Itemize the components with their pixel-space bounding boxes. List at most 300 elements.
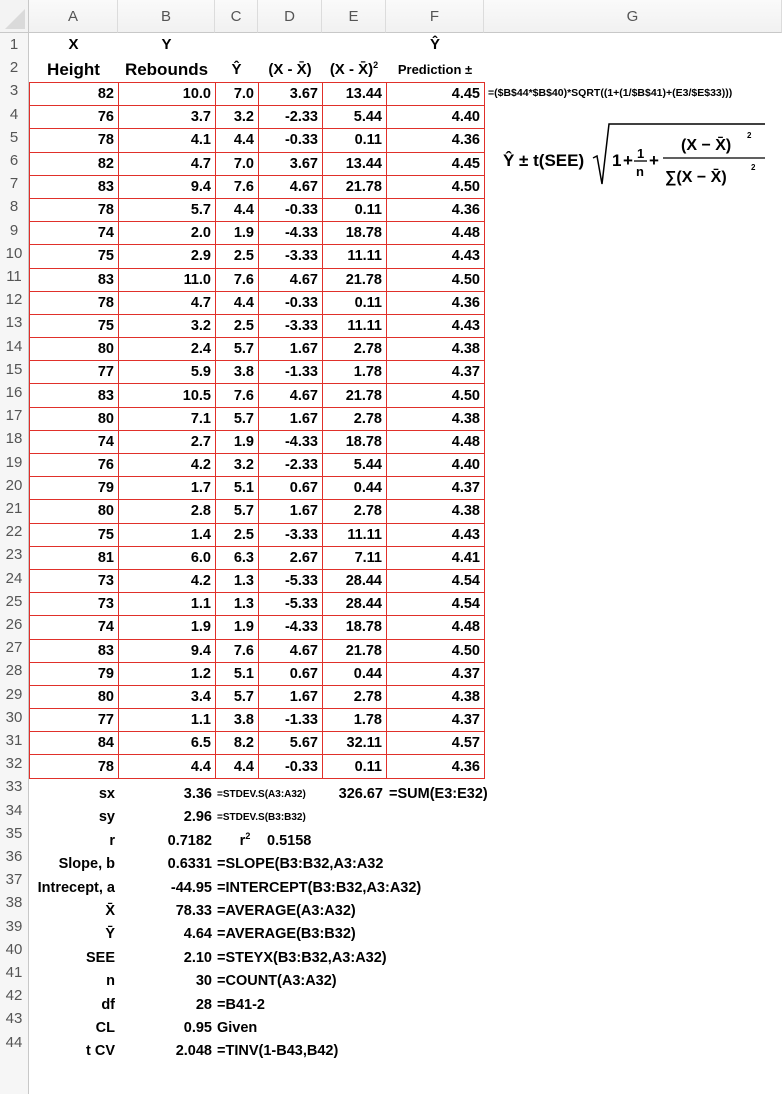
row-header-26[interactable]: 26	[0, 613, 29, 636]
cell-B19[interactable]: 4.2	[119, 454, 216, 477]
cell-F15[interactable]: 4.37	[387, 361, 485, 384]
cell-D24[interactable]: -5.33	[259, 569, 323, 592]
cell-E32[interactable]: 0.11	[323, 755, 387, 778]
cell-C39[interactable]: =AVERAGE(B3:B32)	[217, 926, 356, 943]
cell-C38[interactable]: =AVERAGE(A3:A32)	[217, 903, 356, 919]
cell-C44[interactable]: =TINV(1-B43,B42)	[217, 1043, 339, 1060]
cell-F29[interactable]: 4.38	[387, 685, 485, 708]
cell-D5[interactable]: -0.33	[259, 129, 323, 152]
cell-B41[interactable]: 30	[195, 973, 212, 990]
cell-F22[interactable]: 4.43	[387, 523, 485, 546]
cell-F3[interactable]: 4.45	[387, 83, 485, 106]
cell-B21[interactable]: 2.8	[119, 500, 216, 523]
row-header-17[interactable]: 17	[0, 404, 29, 427]
cell-A14[interactable]: 80	[30, 338, 119, 361]
cell-A4[interactable]: 76	[30, 106, 119, 129]
cell-A38[interactable]: X̄	[105, 903, 115, 919]
row-header-1[interactable]: 1	[0, 33, 29, 56]
cell-A12[interactable]: 78	[30, 291, 119, 314]
row-header-32[interactable]: 32	[0, 752, 29, 775]
cell-F2[interactable]: Prediction ±	[397, 62, 473, 77]
cell-D21[interactable]: 1.67	[259, 500, 323, 523]
cell-B43[interactable]: 0.95	[183, 1020, 212, 1036]
cell-C31[interactable]: 8.2	[216, 732, 259, 755]
cell-E3[interactable]: 13.44	[323, 83, 387, 106]
cell-A44[interactable]: t CV	[86, 1043, 115, 1060]
cell-A39[interactable]: Ȳ	[105, 926, 115, 943]
cell-A15[interactable]: 77	[30, 361, 119, 384]
row-header-39[interactable]: 39	[0, 915, 29, 938]
cell-D8[interactable]: -0.33	[259, 198, 323, 221]
cell-A27[interactable]: 83	[30, 639, 119, 662]
cell-E29[interactable]: 2.78	[323, 685, 387, 708]
row-header-25[interactable]: 25	[0, 590, 29, 613]
cell-F20[interactable]: 4.37	[387, 477, 485, 500]
cell-A29[interactable]: 80	[30, 685, 119, 708]
cell-B34[interactable]: 2.96	[183, 809, 212, 826]
cell-A31[interactable]: 84	[30, 732, 119, 755]
cell-C29[interactable]: 5.7	[216, 685, 259, 708]
cell-A28[interactable]: 79	[30, 662, 119, 685]
cell-A18[interactable]: 74	[30, 430, 119, 453]
row-header-34[interactable]: 34	[0, 799, 29, 822]
row-header-7[interactable]: 7	[0, 172, 29, 195]
cell-B14[interactable]: 2.4	[119, 338, 216, 361]
cell-A24[interactable]: 73	[30, 569, 119, 592]
cell-B4[interactable]: 3.7	[119, 106, 216, 129]
cell-F31[interactable]: 4.57	[387, 732, 485, 755]
cell-B36[interactable]: 0.6331	[167, 856, 212, 873]
select-all-corner[interactable]	[0, 0, 29, 33]
cell-F18[interactable]: 4.48	[387, 430, 485, 453]
row-header-11[interactable]: 11	[0, 265, 29, 288]
row-header-40[interactable]: 40	[0, 938, 29, 961]
cell-B25[interactable]: 1.1	[119, 593, 216, 616]
row-header-29[interactable]: 29	[0, 683, 29, 706]
cell-F32[interactable]: 4.36	[387, 755, 485, 778]
cell-B32[interactable]: 4.4	[119, 755, 216, 778]
column-header-E[interactable]: E	[322, 0, 386, 33]
cell-C18[interactable]: 1.9	[216, 430, 259, 453]
cell-C10[interactable]: 2.5	[216, 245, 259, 268]
cell-C7[interactable]: 7.6	[216, 175, 259, 198]
cell-C3[interactable]: 7.0	[216, 83, 259, 106]
row-header-38[interactable]: 38	[0, 891, 29, 914]
column-header-G[interactable]: G	[484, 0, 782, 33]
cell-D17[interactable]: 1.67	[259, 407, 323, 430]
cell-B16[interactable]: 10.5	[119, 384, 216, 407]
cell-E12[interactable]: 0.11	[323, 291, 387, 314]
cell-D30[interactable]: -1.33	[259, 709, 323, 732]
cell-F4[interactable]: 4.40	[387, 106, 485, 129]
cell-A42[interactable]: df	[101, 996, 115, 1013]
cell-D35[interactable]: 0.5158	[267, 832, 312, 849]
cell-B7[interactable]: 9.4	[119, 175, 216, 198]
table-row	[30, 454, 485, 477]
cell-B23[interactable]: 6.0	[119, 546, 216, 569]
cell-F19[interactable]: 4.40	[387, 454, 485, 477]
frac2-num-sup: 2	[747, 131, 752, 140]
cell-A5[interactable]: 78	[30, 129, 119, 152]
cell-C20[interactable]: 5.1	[216, 477, 259, 500]
column-header-A[interactable]: A	[29, 0, 118, 33]
cell-F8[interactable]: 4.36	[387, 198, 485, 221]
cell-E7[interactable]: 21.78	[323, 175, 387, 198]
cell-E25[interactable]: 28.44	[323, 593, 387, 616]
cell-A40[interactable]: SEE	[85, 949, 115, 966]
cell-D22[interactable]: -3.33	[259, 523, 323, 546]
cell-C13[interactable]: 2.5	[216, 314, 259, 337]
cell-F11[interactable]: 4.50	[387, 268, 485, 291]
cell-D27[interactable]: 4.67	[259, 639, 323, 662]
row-header-28[interactable]: 28	[0, 659, 29, 682]
cell-C21[interactable]: 5.7	[216, 500, 259, 523]
cell-A19[interactable]: 76	[30, 454, 119, 477]
cell-F26[interactable]: 4.48	[387, 616, 485, 639]
cell-A16[interactable]: 83	[30, 384, 119, 407]
cell-A8[interactable]: 78	[30, 198, 119, 221]
cell-B3[interactable]: 10.0	[119, 83, 216, 106]
row-header-37[interactable]: 37	[0, 868, 29, 891]
row-header-10[interactable]: 10	[0, 242, 29, 265]
cell-D10[interactable]: -3.33	[259, 245, 323, 268]
cell-A11[interactable]: 83	[30, 268, 119, 291]
row-header-30[interactable]: 30	[0, 706, 29, 729]
cell-C8[interactable]: 4.4	[216, 198, 259, 221]
table-row	[30, 430, 485, 453]
cell-A30[interactable]: 77	[30, 709, 119, 732]
row-header-15[interactable]: 15	[0, 358, 29, 381]
cell-C40[interactable]: =STEYX(B3:B32,A3:A32)	[217, 949, 387, 966]
cell-A21[interactable]: 80	[30, 500, 119, 523]
cell-B28[interactable]: 1.2	[119, 662, 216, 685]
cell-E4[interactable]: 5.44	[323, 106, 387, 129]
cell-B35[interactable]: 0.7182	[167, 832, 212, 849]
cell-F12[interactable]: 4.36	[387, 291, 485, 314]
cell-B24[interactable]: 4.2	[119, 569, 216, 592]
cell-A13[interactable]: 75	[30, 314, 119, 337]
cell-F9[interactable]: 4.48	[387, 222, 485, 245]
row-header-20[interactable]: 20	[0, 474, 29, 497]
cell-D31[interactable]: 5.67	[259, 732, 323, 755]
cell-E28[interactable]: 0.44	[323, 662, 387, 685]
table-row	[30, 755, 485, 778]
row-header-4[interactable]: 4	[0, 103, 29, 126]
row-header-2[interactable]: 2	[0, 56, 29, 79]
cell-C30[interactable]: 3.8	[216, 709, 259, 732]
cell-B29[interactable]: 3.4	[119, 685, 216, 708]
cell-A6[interactable]: 82	[30, 152, 119, 175]
cell-A20[interactable]: 79	[30, 477, 119, 500]
cell-E30[interactable]: 1.78	[323, 709, 387, 732]
cell-E24[interactable]: 28.44	[323, 569, 387, 592]
row-header-3[interactable]: 3	[0, 79, 29, 102]
row-header-12[interactable]: 12	[0, 288, 29, 311]
cell-D19[interactable]: -2.33	[259, 454, 323, 477]
cell-C22[interactable]: 2.5	[216, 523, 259, 546]
cell-E27[interactable]: 21.78	[323, 639, 387, 662]
cell-D16[interactable]: 4.67	[259, 384, 323, 407]
cell-A22[interactable]: 75	[30, 523, 119, 546]
cell-D20[interactable]: 0.67	[259, 477, 323, 500]
cell-E18[interactable]: 18.78	[323, 430, 387, 453]
cell-D12[interactable]: -0.33	[259, 291, 323, 314]
cell-C27[interactable]: 7.6	[216, 639, 259, 662]
cell-F23[interactable]: 4.41	[387, 546, 485, 569]
table-row	[30, 685, 485, 708]
cell-C42[interactable]: =B41-2	[217, 996, 265, 1013]
row-header-21[interactable]: 21	[0, 497, 29, 520]
cell-C14[interactable]: 5.7	[216, 338, 259, 361]
cell-C5[interactable]: 4.4	[216, 129, 259, 152]
cell-D15[interactable]: -1.33	[259, 361, 323, 384]
cell-B1[interactable]: Y	[161, 36, 172, 53]
cell-E19[interactable]: 5.44	[323, 454, 387, 477]
cell-C9[interactable]: 1.9	[216, 222, 259, 245]
row-header-44[interactable]: 44	[0, 1031, 29, 1054]
cell-C43[interactable]: Given	[217, 1020, 258, 1036]
cell-E16[interactable]: 21.78	[323, 384, 387, 407]
cell-B38[interactable]: 78.33	[175, 903, 212, 919]
cell-B44[interactable]: 2.048	[175, 1043, 212, 1060]
cell-A26[interactable]: 74	[30, 616, 119, 639]
cell-E33[interactable]: 326.67	[338, 786, 383, 802]
cell-A23[interactable]: 81	[30, 546, 119, 569]
cell-C23[interactable]: 6.3	[216, 546, 259, 569]
cell-A2[interactable]: Height	[47, 60, 100, 79]
cell-C34[interactable]: =STDEV.S(B3:B32)	[217, 812, 306, 824]
cell-D6[interactable]: 3.67	[259, 152, 323, 175]
cell-G3-formula[interactable]: =($B$44*$B$40)*SQRT((1+(1/$B$41)+(E3/$E$33)))	[488, 87, 733, 99]
cell-A3[interactable]: 82	[30, 83, 119, 106]
cell-E2[interactable]	[322, 58, 386, 81]
cell-B13[interactable]: 3.2	[119, 314, 216, 337]
table-row	[30, 175, 485, 198]
cell-C26[interactable]: 1.9	[216, 616, 259, 639]
cell-E23[interactable]: 7.11	[323, 546, 387, 569]
cell-E15[interactable]: 1.78	[323, 361, 387, 384]
cell-C19[interactable]: 3.2	[216, 454, 259, 477]
table-row	[30, 83, 485, 106]
row-header-41[interactable]: 41	[0, 961, 29, 984]
cell-B18[interactable]: 2.7	[119, 430, 216, 453]
cell-D23[interactable]: 2.67	[259, 546, 323, 569]
cell-F6[interactable]: 4.45	[387, 152, 485, 175]
cell-D32[interactable]: -0.33	[259, 755, 323, 778]
cell-B20[interactable]: 1.7	[119, 477, 216, 500]
table-row	[30, 198, 485, 221]
cell-B10[interactable]: 2.9	[119, 245, 216, 268]
cell-E6[interactable]: 13.44	[323, 152, 387, 175]
cell-B6[interactable]: 4.7	[119, 152, 216, 175]
cell-C11[interactable]: 7.6	[216, 268, 259, 291]
cell-E8[interactable]: 0.11	[323, 198, 387, 221]
cell-A25[interactable]: 73	[30, 593, 119, 616]
row-header-5[interactable]: 5	[0, 126, 29, 149]
equation-plus-1: +	[623, 151, 633, 170]
row-header-33[interactable]: 33	[0, 775, 29, 798]
cell-D7[interactable]: 4.67	[259, 175, 323, 198]
cell-B26[interactable]: 1.9	[119, 616, 216, 639]
cell-E21[interactable]: 2.78	[323, 500, 387, 523]
cell-D26[interactable]: -4.33	[259, 616, 323, 639]
cell-D14[interactable]: 1.67	[259, 338, 323, 361]
row-header-8[interactable]: 8	[0, 195, 29, 218]
cell-E9[interactable]: 18.78	[323, 222, 387, 245]
cell-F5[interactable]: 4.36	[387, 129, 485, 152]
row-header-36[interactable]: 36	[0, 845, 29, 868]
row-header-14[interactable]: 14	[0, 335, 29, 358]
cell-B40[interactable]: 2.10	[183, 949, 212, 966]
cell-C6[interactable]: 7.0	[216, 152, 259, 175]
cell-B27[interactable]: 9.4	[119, 639, 216, 662]
cell-A7[interactable]: 83	[30, 175, 119, 198]
cell-B11[interactable]: 11.0	[119, 268, 216, 291]
cell-B15[interactable]: 5.9	[119, 361, 216, 384]
cell-C33[interactable]: =STDEV.S(A3:A32)	[217, 789, 306, 800]
cell-C24[interactable]: 1.3	[216, 569, 259, 592]
cell-B22[interactable]: 1.4	[119, 523, 216, 546]
row-header-16[interactable]: 16	[0, 381, 29, 404]
cell-B42[interactable]: 28	[195, 996, 212, 1013]
cell-C32[interactable]: 4.4	[216, 755, 259, 778]
row-header-19[interactable]: 19	[0, 451, 29, 474]
cell-E13[interactable]: 11.11	[323, 314, 387, 337]
row-header-18[interactable]: 18	[0, 427, 29, 450]
cell-A33[interactable]: sx	[98, 786, 115, 802]
cell-D4[interactable]: -2.33	[259, 106, 323, 129]
cell-C17[interactable]: 5.7	[216, 407, 259, 430]
cell-B8[interactable]: 5.7	[119, 198, 216, 221]
table-row	[30, 709, 485, 732]
cell-C37[interactable]: =INTERCEPT(B3:B32,A3:A32)	[217, 879, 422, 896]
cell-C36[interactable]: =SLOPE(B3:B32,A3:A32	[217, 856, 384, 873]
cell-A9[interactable]: 74	[30, 222, 119, 245]
cell-F14[interactable]: 4.38	[387, 338, 485, 361]
column-header-D[interactable]: D	[258, 0, 322, 33]
cell-F28[interactable]: 4.37	[387, 662, 485, 685]
cell-C41[interactable]: =COUNT(A3:A32)	[217, 973, 337, 990]
cell-F25[interactable]: 4.54	[387, 593, 485, 616]
cell-A32[interactable]: 78	[30, 755, 119, 778]
cell-A17[interactable]: 80	[30, 407, 119, 430]
cell-A35[interactable]: r	[109, 832, 115, 849]
cell-F21[interactable]: 4.38	[387, 500, 485, 523]
column-header-B[interactable]: B	[118, 0, 215, 33]
r-squared-label: r	[239, 832, 246, 849]
cell-D13[interactable]: -3.33	[259, 314, 323, 337]
cell-E22[interactable]: 11.11	[323, 523, 387, 546]
cell-C16[interactable]: 7.6	[216, 384, 259, 407]
cell-B9[interactable]: 2.0	[119, 222, 216, 245]
cell-B5[interactable]: 4.1	[119, 129, 216, 152]
row-header-43[interactable]: 43	[0, 1007, 29, 1030]
cell-F33[interactable]: =SUM(E3:E32)	[389, 786, 488, 802]
cell-C15[interactable]: 3.8	[216, 361, 259, 384]
cell-E10[interactable]: 11.11	[323, 245, 387, 268]
cell-D29[interactable]: 1.67	[259, 685, 323, 708]
cell-F27[interactable]: 4.50	[387, 639, 485, 662]
cell-E31[interactable]: 32.11	[323, 732, 387, 755]
cell-B39[interactable]: 4.64	[183, 926, 212, 943]
cell-B31[interactable]: 6.5	[119, 732, 216, 755]
table-row	[30, 500, 485, 523]
cell-C28[interactable]: 5.1	[216, 662, 259, 685]
cell-D2[interactable]: (X - X̄)	[268, 61, 312, 78]
cell-E20[interactable]: 0.44	[323, 477, 387, 500]
cell-C4[interactable]: 3.2	[216, 106, 259, 129]
cell-E5[interactable]: 0.11	[323, 129, 387, 152]
equation-lhs: Ŷ ± t(SEE)	[503, 151, 585, 170]
cell-B12[interactable]: 4.7	[119, 291, 216, 314]
cell-C12[interactable]: 4.4	[216, 291, 259, 314]
cell-F10[interactable]: 4.43	[387, 245, 485, 268]
table-row	[30, 152, 485, 175]
cell-A41[interactable]: n	[106, 973, 115, 990]
cell-D9[interactable]: -4.33	[259, 222, 323, 245]
cell-F30[interactable]: 4.37	[387, 709, 485, 732]
row-header-13[interactable]: 13	[0, 311, 29, 334]
table-row	[30, 616, 485, 639]
row-header-6[interactable]: 6	[0, 149, 29, 172]
cell-D25[interactable]: -5.33	[259, 593, 323, 616]
cell-E14[interactable]: 2.78	[323, 338, 387, 361]
row-header-35[interactable]: 35	[0, 822, 29, 845]
cell-B17[interactable]: 7.1	[119, 407, 216, 430]
row-header-9[interactable]: 9	[0, 219, 29, 242]
row-header-42[interactable]: 42	[0, 984, 29, 1007]
equation-one: 1	[612, 151, 622, 170]
row-header-22[interactable]: 22	[0, 520, 29, 543]
cell-F7[interactable]: 4.50	[387, 175, 485, 198]
cell-A34[interactable]: sy	[98, 809, 115, 826]
cell-A37[interactable]: Intrecept, a	[37, 879, 115, 896]
row-header-24[interactable]: 24	[0, 567, 29, 590]
row-header-31[interactable]: 31	[0, 729, 29, 752]
cell-A43[interactable]: CL	[95, 1020, 115, 1036]
prediction-interval-equation	[503, 120, 773, 200]
cell-A1[interactable]: X	[68, 36, 79, 53]
frac2-den: ∑(X − X̄)	[665, 169, 727, 186]
row-header-23[interactable]: 23	[0, 543, 29, 566]
cell-A36[interactable]: Slope, b	[58, 856, 115, 873]
cell-F17[interactable]: 4.38	[387, 407, 485, 430]
cell-B37[interactable]: -44.95	[170, 879, 212, 896]
cell-C2[interactable]: Ŷ	[231, 61, 242, 78]
cell-D28[interactable]: 0.67	[259, 662, 323, 685]
cell-F16[interactable]: 4.50	[387, 384, 485, 407]
cell-B33[interactable]: 3.36	[183, 786, 212, 802]
cell-D3[interactable]: 3.67	[259, 83, 323, 106]
cell-A10[interactable]: 75	[30, 245, 119, 268]
cell-C25[interactable]: 1.3	[216, 593, 259, 616]
cell-F13[interactable]: 4.43	[387, 314, 485, 337]
cell-E11[interactable]: 21.78	[323, 268, 387, 291]
cell-E17[interactable]: 2.78	[323, 407, 387, 430]
cell-F24[interactable]: 4.54	[387, 569, 485, 592]
column-header-C[interactable]: C	[215, 0, 258, 33]
cell-B30[interactable]: 1.1	[119, 709, 216, 732]
cell-D18[interactable]: -4.33	[259, 430, 323, 453]
table-row	[30, 546, 485, 569]
cell-E2-sup: 2	[373, 60, 379, 70]
cell-B2[interactable]: Rebounds	[124, 60, 209, 79]
cell-D11[interactable]: 4.67	[259, 268, 323, 291]
column-header-F[interactable]: F	[386, 0, 484, 33]
cell-E26[interactable]: 18.78	[323, 616, 387, 639]
cell-F1[interactable]: Ŷ	[429, 36, 440, 53]
row-header-27[interactable]: 27	[0, 636, 29, 659]
